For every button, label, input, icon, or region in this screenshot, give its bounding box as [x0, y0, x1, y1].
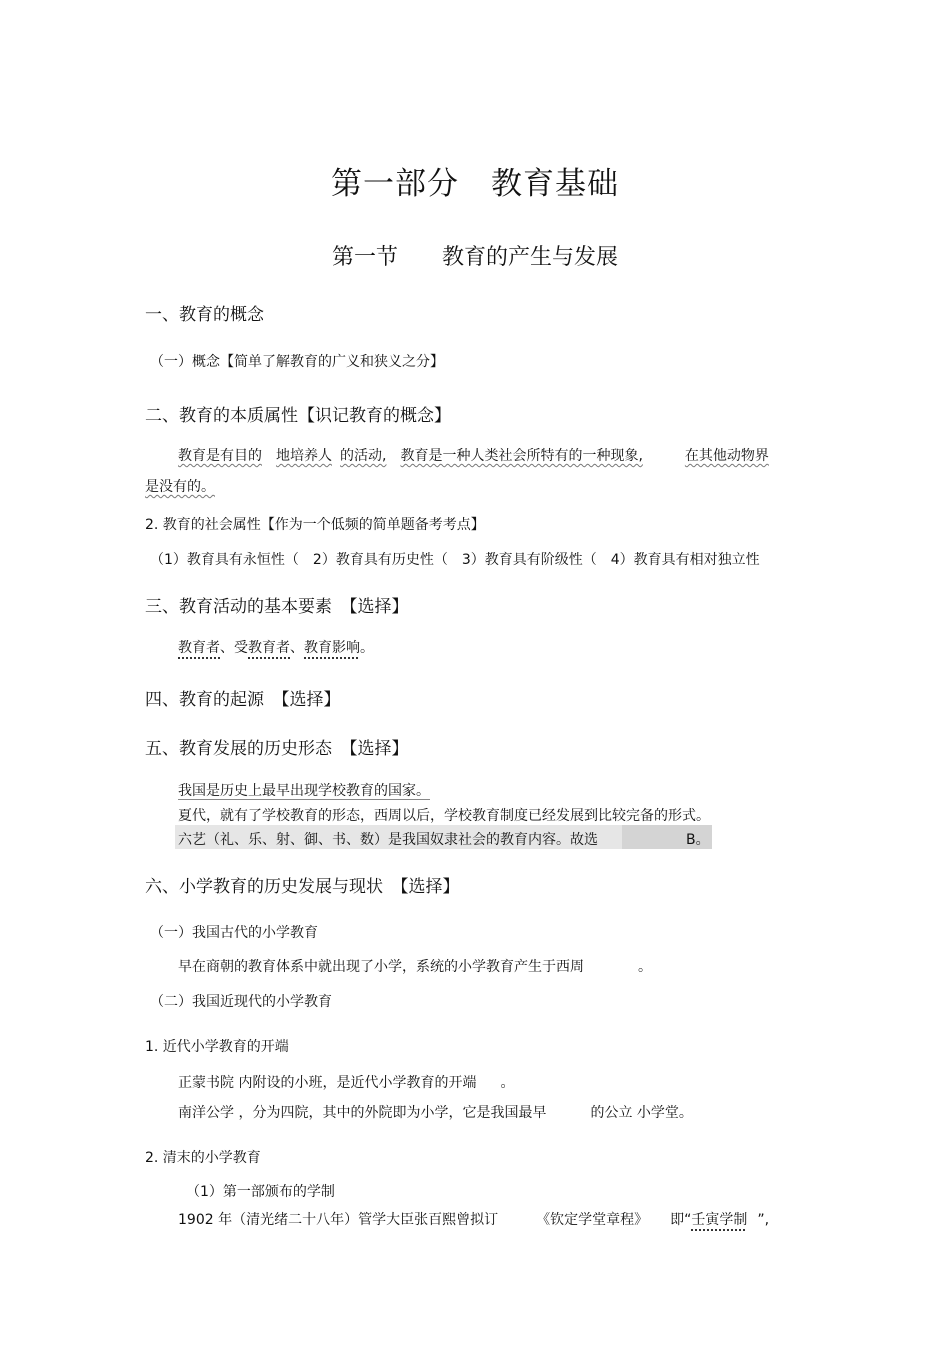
history-line-3: 六艺（礼、乐、射、御、书、数）是我国奴隶社会的教育内容。故选: [178, 832, 598, 848]
elements-end: 。: [360, 640, 374, 656]
ancient-line: [178, 956, 652, 976]
first-system-text-b: 《钦定学堂章程》: [536, 1212, 649, 1228]
renyin-system: 壬寅学制: [691, 1212, 748, 1228]
element-educator: 教育者: [178, 640, 220, 656]
subheading-concept: （一）概念【简单了解教育的广义和狭义之分】: [150, 354, 444, 370]
subheading-modern: （二）我国近现代的小学教育: [150, 994, 332, 1010]
social-attribute-list: （1）教育具有永恒性（ 2）教育具有历史性（ 3）教育具有阶级性（ 4）教育具有相对独立性: [150, 552, 760, 568]
heading-origin: 四、教育的起源 【选择】: [145, 690, 341, 710]
first-system-text-c: 即“: [670, 1212, 692, 1228]
first-system-text-e: ”,: [757, 1212, 770, 1228]
essence-text-b: 地培养人: [276, 448, 332, 464]
document-title: 第一部分 教育基础: [331, 166, 619, 202]
point-late-qing: 2. 清末的小学教育: [145, 1150, 261, 1166]
elements-sep-2: 、: [290, 640, 304, 656]
essence-text-c: 的活动,: [340, 448, 387, 464]
elements-line: [178, 637, 374, 657]
point-social-attribute: 2. 教育的社会属性【作为一个低频的简单题备考考点】: [145, 517, 485, 533]
modern-start-text-2a: 南洋公学 ，分为四院，其中的外院即为小学，它是我国最早: [178, 1105, 547, 1121]
heading-history-forms: 五、教育发展的历史形态 【选择】: [145, 739, 409, 759]
history-line-1: [178, 780, 430, 800]
essence-line-1: [178, 445, 769, 465]
history-answer: B。: [686, 832, 710, 848]
essence-text-d: 教育是一种人类社会所特有的一种现象,: [400, 448, 643, 464]
modern-start-line-1: [178, 1072, 514, 1092]
first-system-line: [178, 1209, 769, 1229]
history-text-1: 我国是历史上最早出现学校教育的国家。: [178, 783, 430, 799]
essence-text-f: 是没有的。: [145, 479, 215, 495]
history-line-2: 夏代，就有了学校教育的形态，西周以后，学校教育制度已经发展到比较完备的形式。: [178, 808, 710, 824]
heading-essence: 二、教育的本质属性【识记教育的概念】: [145, 406, 451, 426]
elements-sep-1: 、受: [220, 640, 248, 656]
ancient-text: 早在商朝的教育体系中就出现了小学，系统的小学教育产生于西周: [178, 959, 584, 975]
subheading-ancient: （一）我国古代的小学教育: [150, 925, 318, 941]
element-influence: 教育影响: [304, 640, 360, 656]
essence-text-a: 教育是有目的: [178, 448, 262, 464]
heading-concept: 一、教育的概念: [145, 305, 264, 325]
point-modern-start: 1. 近代小学教育的开端: [145, 1039, 289, 1055]
element-learner: 教育者: [248, 640, 290, 656]
heading-primary-education: 六、小学教育的历史发展与现状 【选择】: [145, 877, 460, 897]
ancient-end: 。: [638, 959, 652, 975]
section-title: 第一节 教育的产生与发展: [331, 245, 618, 270]
modern-start-text-1: 正蒙书院 内附设的小班，是近代小学教育的开端: [178, 1075, 477, 1091]
modern-start-text-2b: 的公立 小学堂。: [590, 1105, 693, 1121]
modern-start-line-2: [178, 1102, 693, 1122]
essence-line-2: [145, 476, 215, 496]
modern-start-end: 。: [500, 1075, 515, 1091]
heading-elements: 三、教育活动的基本要素 【选择】: [145, 597, 409, 617]
first-system-text-a: 1902 年（清光绪二十八年）管学大臣张百熙曾拟订: [178, 1212, 499, 1228]
essence-text-e: 在其他动物界: [684, 448, 769, 464]
subpoint-first-system: （1）第一部颁布的学制: [186, 1184, 335, 1200]
